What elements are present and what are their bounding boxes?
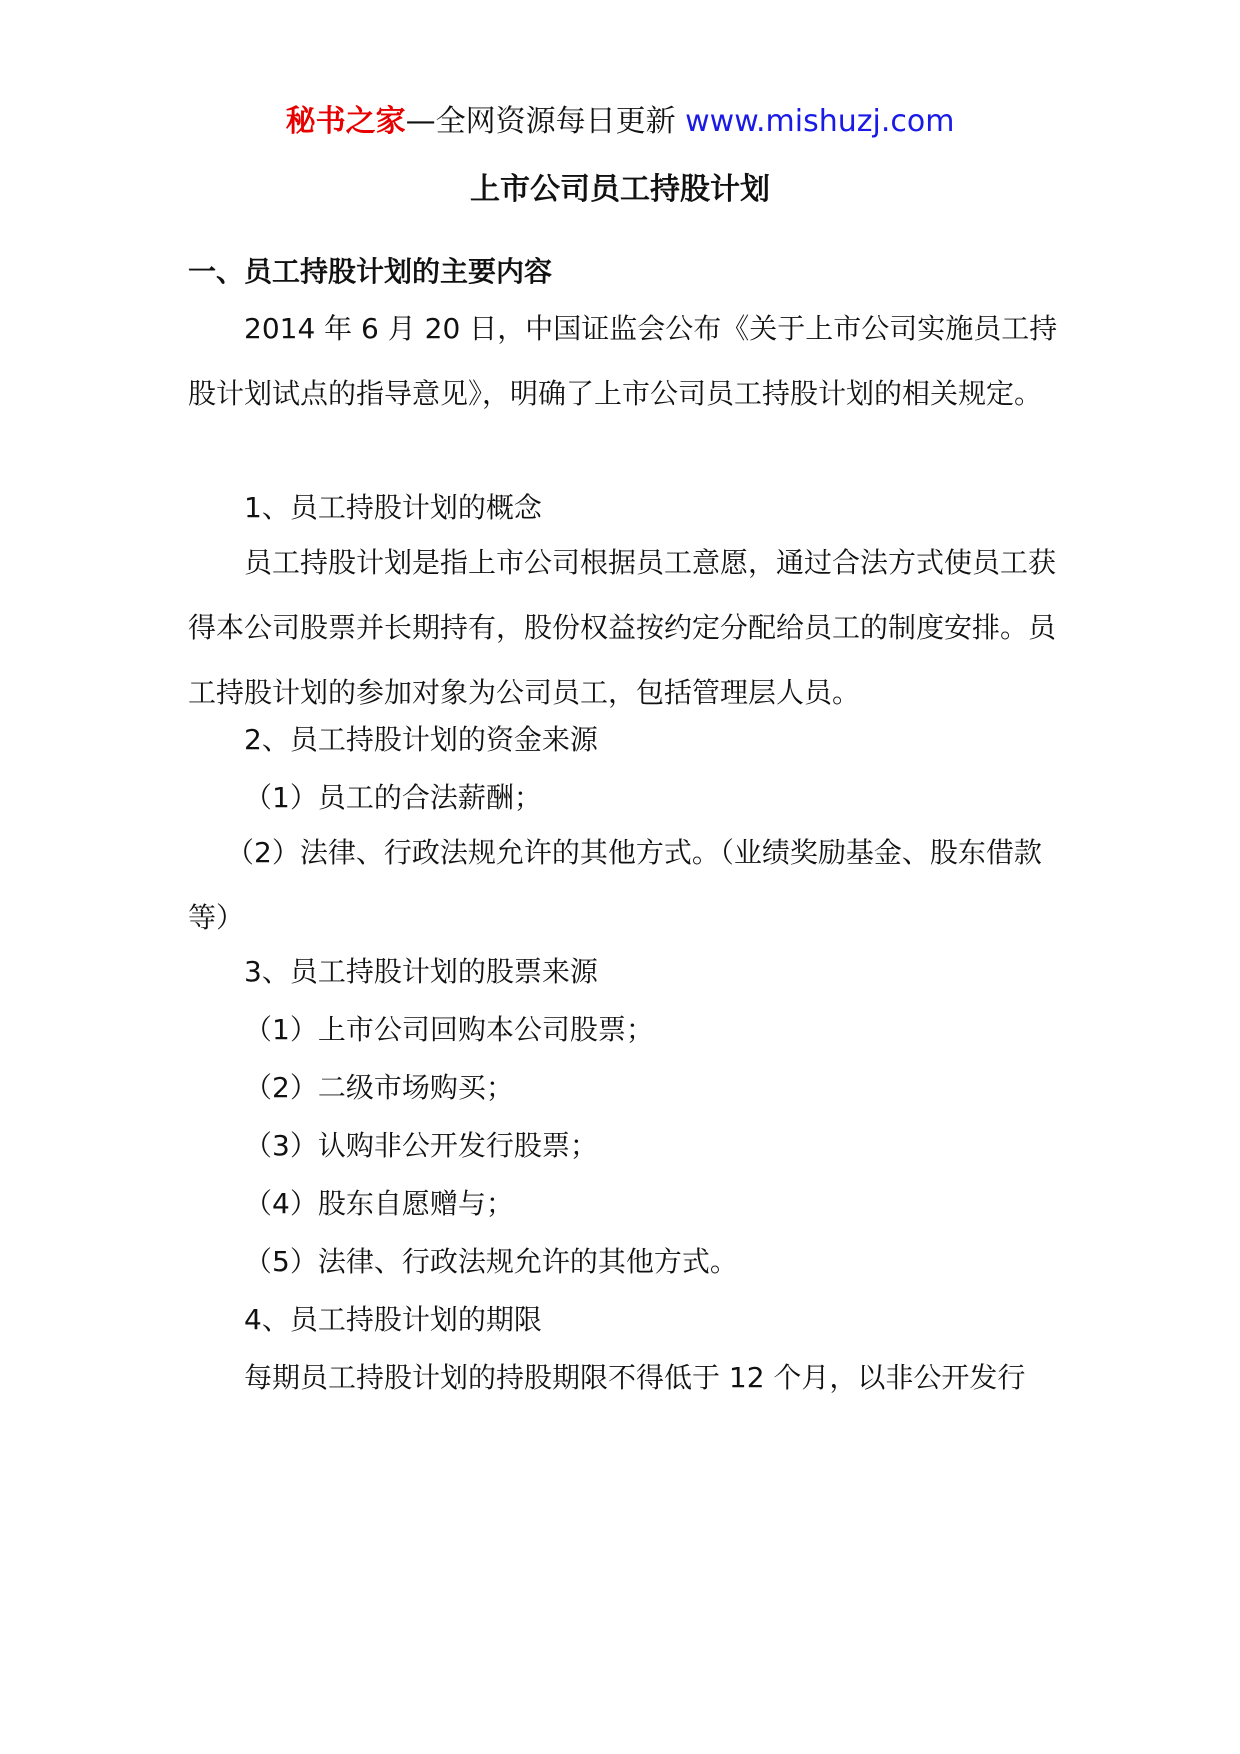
brand-name: 秘书之家 — [285, 104, 406, 139]
item-3-sub-2: （2）二级市场购买； — [244, 1071, 514, 1104]
item-1-heading: 1、员工持股计划的概念 — [244, 491, 542, 524]
document-title: 上市公司员工持股计划 — [470, 172, 770, 207]
item-2-sub-2: （2）法律、行政法规允许的其他方式。（业绩奖励基金、股东借款等） — [188, 836, 1042, 934]
item-3-sub-5: （5）法律、行政法规允许的其他方式。 — [244, 1245, 738, 1278]
intro-paragraph: 2014 年 6 月 20 日，中国证监会公布《关于上市公司实施员工持股计划试点的指导意见》，明确了上市公司员工持股计划的相关规定。 — [188, 312, 1058, 410]
item-1-body: 员工持股计划是指上市公司根据员工意愿，通过合法方式使员工获得本公司股票并长期持有，股份权益按约定分配给员工的制度安排。员工持股计划的参加对象为公司员工，包括管理层人员。 — [188, 546, 1057, 709]
section-heading: 一、员工持股计划的主要内容 — [188, 255, 553, 288]
item-3-sub-1: （1）上市公司回购本公司股票； — [244, 1013, 654, 1046]
site-header — [0, 100, 1240, 144]
item-2-heading: 2、员工持股计划的资金来源 — [244, 723, 598, 756]
site-url-link[interactable]: www.mishuzj.com — [685, 104, 955, 139]
site-tagline: —全网资源每日更新 — [405, 104, 686, 139]
item-3-sub-3: （3）认购非公开发行股票； — [244, 1129, 598, 1162]
item-4-heading: 4、员工持股计划的期限 — [244, 1303, 542, 1336]
item-4-body: 每期员工持股计划的持股期限不得低于 12 个月，以非公开发行 — [244, 1361, 1026, 1394]
item-3-heading: 3、员工持股计划的股票来源 — [244, 955, 598, 988]
item-3-sub-4: （4）股东自愿赠与； — [244, 1187, 514, 1220]
item-2-sub-1: （1）员工的合法薪酬； — [244, 781, 542, 814]
